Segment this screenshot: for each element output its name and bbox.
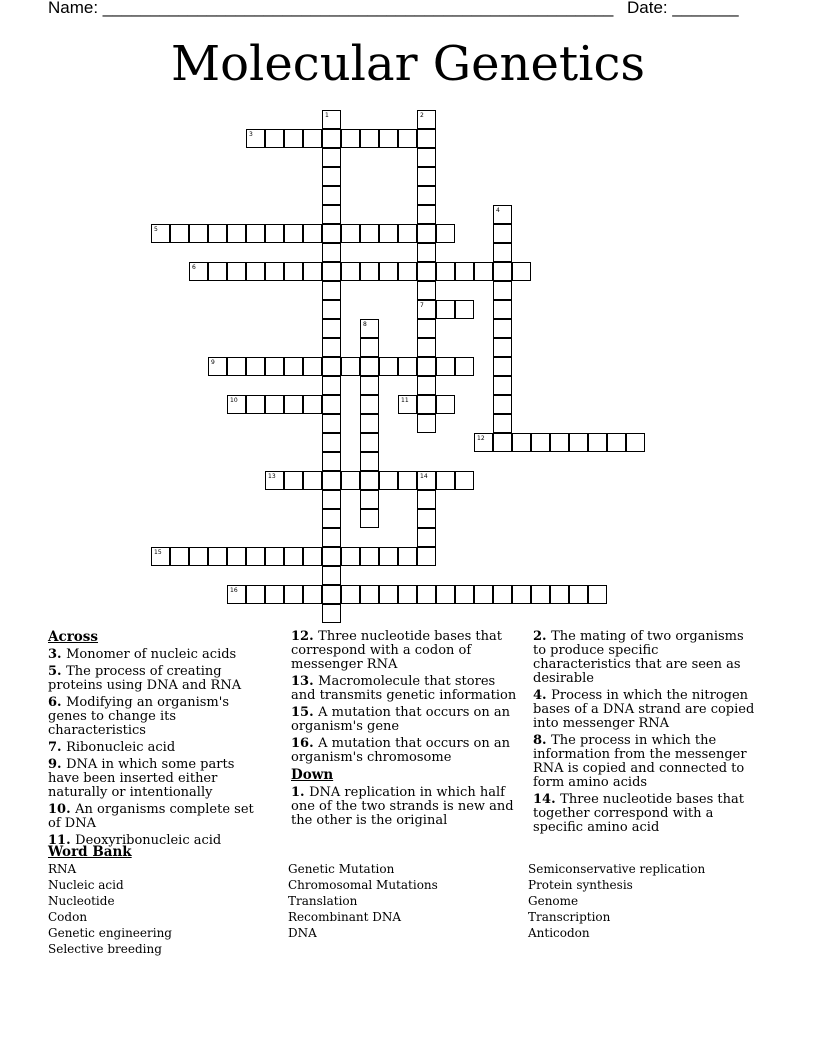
crossword-cell[interactable]: [398, 585, 417, 604]
down-clue-list-continued: [533, 630, 759, 835]
crossword-cell[interactable]: [265, 585, 284, 604]
crossword-cell[interactable]: [360, 547, 379, 566]
crossword-cell[interactable]: [436, 471, 455, 490]
crossword-cell[interactable]: [417, 376, 436, 395]
clue-item-text: Ribonucleic acid: [66, 740, 176, 755]
crossword-cell[interactable]: [569, 585, 588, 604]
word-bank-item: Genetic engineering: [48, 926, 172, 940]
crossword-cell[interactable]: [246, 224, 265, 243]
down-clue-list: [291, 786, 523, 828]
crossword-cell[interactable]: [265, 224, 284, 243]
crossword-cell[interactable]: [417, 148, 436, 167]
clue-item-number: 16.: [291, 736, 319, 751]
crossword-cell[interactable]: [303, 357, 322, 376]
crossword-cell[interactable]: [284, 357, 303, 376]
crossword-cell[interactable]: [322, 452, 341, 471]
clue-item-text: Three nucleotide bases that correspond with a codon of messenger RNA: [291, 629, 502, 672]
crossword-cell[interactable]: [436, 357, 455, 376]
crossword-cell[interactable]: [284, 262, 303, 281]
crossword-cell[interactable]: [360, 262, 379, 281]
crossword-cell[interactable]: [379, 262, 398, 281]
crossword-cell[interactable]: [322, 110, 341, 129]
crossword-cell[interactable]: [360, 357, 379, 376]
clue-number: 10: [230, 397, 238, 404]
crossword-cell[interactable]: [322, 528, 341, 547]
crossword-cell[interactable]: [417, 528, 436, 547]
crossword-cell[interactable]: [246, 547, 265, 566]
crossword-cell[interactable]: [398, 129, 417, 148]
clue-item: [48, 648, 268, 662]
crossword-cell[interactable]: [284, 224, 303, 243]
crossword-cell[interactable]: [227, 547, 246, 566]
crossword-cell[interactable]: [436, 395, 455, 414]
crossword-cell[interactable]: [189, 224, 208, 243]
clue-item: [291, 706, 523, 734]
crossword-cell[interactable]: [284, 471, 303, 490]
crossword-cell[interactable]: [189, 547, 208, 566]
word-bank-item: Recombinant DNA: [288, 910, 402, 924]
crossword-cell[interactable]: [474, 585, 493, 604]
crossword-cell[interactable]: [417, 262, 436, 281]
crossword-cell[interactable]: [436, 585, 455, 604]
clue-number: 9: [211, 359, 215, 366]
clues-middle-column: [291, 630, 523, 831]
clue-item: [291, 737, 523, 765]
crossword-cell[interactable]: [341, 585, 360, 604]
clue-item-number: 7.: [48, 740, 67, 755]
crossword-cell[interactable]: [360, 395, 379, 414]
crossword-cell[interactable]: [208, 224, 227, 243]
crossword-cell[interactable]: [455, 357, 474, 376]
crossword-cell[interactable]: [341, 357, 360, 376]
crossword-cell[interactable]: [493, 357, 512, 376]
crossword-cell[interactable]: [322, 585, 341, 604]
crossword-cell[interactable]: [588, 433, 607, 452]
crossword-cell[interactable]: [626, 433, 645, 452]
crossword-cell[interactable]: [303, 395, 322, 414]
crossword-cell[interactable]: [436, 224, 455, 243]
clue-item-number: 6.: [48, 695, 67, 710]
crossword-cell[interactable]: [417, 414, 436, 433]
crossword-cell[interactable]: [417, 224, 436, 243]
crossword-cell[interactable]: [455, 262, 474, 281]
clue-item-text: Monomer of nucleic acids: [66, 647, 237, 662]
clue-item-text: The mating of two organisms to produce specific characteristics that are seen as desirable: [533, 629, 744, 686]
crossword-cell[interactable]: [322, 167, 341, 186]
down-heading: Down: [291, 767, 334, 783]
clue-item-text: A mutation that occurs on an organism's chromosome: [291, 736, 511, 765]
crossword-cell[interactable]: [493, 243, 512, 262]
crossword-cell[interactable]: [284, 547, 303, 566]
crossword-cell[interactable]: [417, 243, 436, 262]
clue-number: 8: [363, 321, 367, 328]
crossword-cell[interactable]: [322, 186, 341, 205]
crossword-cell[interactable]: [493, 338, 512, 357]
crossword-cell[interactable]: [398, 395, 417, 414]
name-field-label[interactable]: Name: ______________________________________________________: [48, 0, 614, 17]
crossword-cell[interactable]: [417, 167, 436, 186]
crossword-cell[interactable]: [322, 319, 341, 338]
crossword-cell[interactable]: [360, 471, 379, 490]
crossword-cell[interactable]: [417, 395, 436, 414]
crossword-cell[interactable]: [322, 433, 341, 452]
crossword-cell[interactable]: [512, 262, 531, 281]
crossword-cell[interactable]: [208, 357, 227, 376]
crossword-cell[interactable]: [360, 376, 379, 395]
crossword-cell[interactable]: [569, 433, 588, 452]
crossword-cell[interactable]: [360, 585, 379, 604]
crossword-cell[interactable]: [170, 547, 189, 566]
crossword-cell[interactable]: [436, 300, 455, 319]
clue-item-text: Modifying an organism's genes to change its characteristics: [48, 695, 230, 738]
crossword-cell[interactable]: [455, 300, 474, 319]
crossword-cell[interactable]: [493, 414, 512, 433]
word-bank-item: Semiconservative replication: [528, 862, 706, 876]
word-bank-item: Chromosomal Mutations: [288, 878, 438, 892]
crossword-cell[interactable]: [322, 357, 341, 376]
clue-item: [48, 665, 268, 693]
crossword-cell[interactable]: [322, 224, 341, 243]
crossword-cell[interactable]: [246, 395, 265, 414]
crossword-cell[interactable]: [417, 186, 436, 205]
clue-number: 14: [420, 473, 428, 480]
crossword-cell[interactable]: [398, 262, 417, 281]
crossword-cell[interactable]: [322, 395, 341, 414]
crossword-cell[interactable]: [246, 262, 265, 281]
word-bank-item: Protein synthesis: [528, 878, 633, 892]
crossword-cell[interactable]: [284, 129, 303, 148]
crossword-cell[interactable]: [379, 129, 398, 148]
crossword-cell[interactable]: [284, 395, 303, 414]
crossword-cell[interactable]: [474, 262, 493, 281]
clue-item: [291, 630, 523, 672]
clue-item-number: 4.: [533, 688, 552, 703]
crossword-cell[interactable]: [322, 262, 341, 281]
crossword-cell[interactable]: [493, 433, 512, 452]
clue-item-number: 14.: [533, 792, 561, 807]
crossword-cell[interactable]: [322, 376, 341, 395]
word-bank-heading: Word Bank: [48, 844, 132, 860]
clue-item: [48, 803, 268, 831]
clue-number: 6: [192, 264, 196, 271]
crossword-cell[interactable]: [303, 224, 322, 243]
crossword-cell[interactable]: [322, 205, 341, 224]
crossword-cell[interactable]: [379, 224, 398, 243]
word-bank-item: Selective breeding: [48, 942, 162, 956]
crossword-cell[interactable]: [493, 585, 512, 604]
word-bank-column-1: [48, 861, 172, 957]
crossword-cell[interactable]: [322, 566, 341, 585]
crossword-cell[interactable]: [246, 585, 265, 604]
crossword-cell[interactable]: [265, 129, 284, 148]
crossword-cell[interactable]: [588, 585, 607, 604]
crossword-cell[interactable]: [531, 585, 550, 604]
across-heading: Across: [48, 629, 99, 645]
across-clue-list: [48, 648, 268, 848]
crossword-cell[interactable]: [512, 585, 531, 604]
clue-item-text: Three nucleotide bases that together correspond with a specific amino acid: [533, 792, 744, 835]
clue-item-number: 10.: [48, 802, 76, 817]
crossword-cell[interactable]: [360, 224, 379, 243]
crossword-cell[interactable]: [417, 585, 436, 604]
clue-number: 11: [401, 397, 409, 404]
clue-number: 4: [496, 207, 500, 214]
clue-number: 15: [154, 549, 162, 556]
crossword-cell[interactable]: [303, 129, 322, 148]
crossword-cell[interactable]: [379, 471, 398, 490]
crossword-cell[interactable]: [398, 547, 417, 566]
crossword-cell[interactable]: [360, 129, 379, 148]
clue-item: [533, 630, 759, 686]
word-bank-item: Anticodon: [528, 926, 590, 940]
crossword-cell[interactable]: [265, 547, 284, 566]
crossword-cell[interactable]: [227, 395, 246, 414]
clue-item: [533, 734, 759, 790]
crossword-cell[interactable]: [455, 585, 474, 604]
clue-item: [48, 741, 268, 755]
word-bank-item: Nucleotide: [48, 894, 115, 908]
crossword-cell[interactable]: [493, 205, 512, 224]
crossword-cell[interactable]: [227, 357, 246, 376]
crossword-cell[interactable]: [417, 338, 436, 357]
crossword-cell[interactable]: [531, 433, 550, 452]
date-field-label[interactable]: Date: _______: [627, 0, 739, 17]
clue-item-text: Macromolecule that stores and transmits genetic information: [291, 674, 517, 703]
crossword-cell[interactable]: [341, 224, 360, 243]
crossword-cell[interactable]: [246, 357, 265, 376]
crossword-cell[interactable]: [265, 471, 284, 490]
crossword-cell[interactable]: [322, 471, 341, 490]
crossword-cell[interactable]: [341, 262, 360, 281]
crossword-cell[interactable]: [265, 357, 284, 376]
crossword-cell[interactable]: [322, 129, 341, 148]
crossword-cell[interactable]: [493, 395, 512, 414]
across-clue-list-continued: [291, 630, 523, 765]
clue-item: [533, 689, 759, 731]
crossword-cell[interactable]: [360, 338, 379, 357]
clue-item-text: The process in which the information from the messenger RNA is copied and connected to form amino acids: [533, 733, 747, 790]
crossword-cell[interactable]: [227, 224, 246, 243]
clue-item-number: 3.: [48, 647, 67, 662]
crossword-cell[interactable]: [417, 110, 436, 129]
word-bank-item: Genome: [528, 894, 579, 908]
crossword-cell[interactable]: [322, 300, 341, 319]
clue-item-text: Process in which the nitrogen bases of a DNA strand are copied into messenger RNA: [533, 688, 755, 731]
word-bank-column-2: [288, 861, 438, 941]
crossword-cell[interactable]: [493, 300, 512, 319]
crossword-cell[interactable]: [360, 452, 379, 471]
crossword-cell[interactable]: [360, 319, 379, 338]
clue-item-number: 12.: [291, 629, 319, 644]
crossword-cell[interactable]: [189, 262, 208, 281]
crossword-cell[interactable]: [379, 547, 398, 566]
crossword-cell[interactable]: [493, 319, 512, 338]
crossword-cell[interactable]: [284, 585, 303, 604]
clue-item-text: DNA in which some parts have been inserted either naturally or intentionally: [48, 757, 235, 800]
crossword-cell[interactable]: [303, 262, 322, 281]
clue-item: [291, 675, 523, 703]
clue-item: [48, 758, 268, 800]
clue-item: [533, 793, 759, 835]
crossword-cell[interactable]: [417, 205, 436, 224]
crossword-cell[interactable]: [265, 395, 284, 414]
crossword-cell[interactable]: [398, 224, 417, 243]
header: [48, 0, 748, 20]
crossword-cell[interactable]: [227, 585, 246, 604]
crossword-cell[interactable]: [322, 490, 341, 509]
clue-item-number: 2.: [533, 629, 552, 644]
page-title: Molecular Genetics: [171, 36, 645, 92]
crossword-cell[interactable]: [322, 338, 341, 357]
crossword-cell[interactable]: [341, 471, 360, 490]
crossword-cell[interactable]: [417, 547, 436, 566]
crossword-cell[interactable]: [379, 585, 398, 604]
crossword-cell[interactable]: [417, 129, 436, 148]
clue-number: 2: [420, 112, 424, 119]
crossword-cell[interactable]: [474, 433, 493, 452]
crossword-cell[interactable]: [417, 300, 436, 319]
down-clues-column: [533, 630, 759, 838]
crossword-cell[interactable]: [455, 471, 474, 490]
word-bank-item: Nucleic acid: [48, 878, 124, 892]
crossword-cell[interactable]: [398, 357, 417, 376]
crossword-cell[interactable]: [246, 129, 265, 148]
clue-item-number: 8.: [533, 733, 552, 748]
crossword-cell[interactable]: [322, 509, 341, 528]
clue-item: [48, 696, 268, 738]
crossword-cell[interactable]: [379, 357, 398, 376]
crossword-cell[interactable]: [208, 262, 227, 281]
clue-item-number: 11.: [48, 833, 76, 848]
word-bank-item: DNA: [288, 926, 317, 940]
crossword-cell[interactable]: [341, 129, 360, 148]
clue-item-text: An organisms complete set of DNA: [48, 802, 254, 831]
crossword-cell[interactable]: [322, 547, 341, 566]
crossword-cell[interactable]: [303, 585, 322, 604]
crossword-cell[interactable]: [170, 224, 189, 243]
clue-number: 13: [268, 473, 276, 480]
clue-item-text: A mutation that occurs on an organism's gene: [291, 705, 511, 734]
crossword-cell[interactable]: [398, 471, 417, 490]
crossword-cell[interactable]: [493, 376, 512, 395]
clue-item-number: 9.: [48, 757, 67, 772]
across-clues-column: [48, 630, 268, 851]
crossword-cell[interactable]: [550, 433, 569, 452]
word-bank-item: RNA: [48, 862, 77, 876]
clue-number: 3: [249, 131, 253, 138]
crossword-cell[interactable]: [265, 262, 284, 281]
word-bank-item: Genetic Mutation: [288, 862, 395, 876]
crossword-cell[interactable]: [303, 471, 322, 490]
clue-number: 1: [325, 112, 329, 119]
crossword-cell[interactable]: [417, 357, 436, 376]
crossword-cell[interactable]: [417, 509, 436, 528]
clue-number: 12: [477, 435, 485, 442]
crossword-cell[interactable]: [607, 433, 626, 452]
word-bank-item: Codon: [48, 910, 88, 924]
crossword-cell[interactable]: [322, 243, 341, 262]
clue-item-number: 1.: [291, 785, 310, 800]
crossword-cell[interactable]: [417, 281, 436, 300]
crossword-cell[interactable]: [151, 547, 170, 566]
crossword-cell[interactable]: [493, 262, 512, 281]
crossword-cell[interactable]: [417, 319, 436, 338]
crossword-cell[interactable]: [151, 224, 170, 243]
crossword-cell[interactable]: [436, 262, 455, 281]
clue-item-number: 13.: [291, 674, 319, 689]
clue-item-text: Deoxyribonucleic acid: [75, 833, 222, 848]
crossword-cell[interactable]: [417, 471, 436, 490]
crossword-cell[interactable]: [360, 433, 379, 452]
clue-number: 7: [420, 302, 424, 309]
crossword-cell[interactable]: [303, 547, 322, 566]
crossword-cell[interactable]: [341, 547, 360, 566]
crossword-cell[interactable]: [227, 262, 246, 281]
clue-number: 5: [154, 226, 158, 233]
crossword-cell[interactable]: [322, 148, 341, 167]
clue-item-number: 15.: [291, 705, 319, 720]
crossword-cell[interactable]: [417, 490, 436, 509]
word-bank-column-3: [528, 861, 705, 941]
clue-item-text: DNA replication in which half one of the two strands is new and the other is the original: [291, 785, 514, 828]
word-bank-item: Transcription: [528, 910, 611, 924]
crossword-cell[interactable]: [322, 604, 341, 623]
crossword-cell[interactable]: [360, 490, 379, 509]
clue-item-number: 5.: [48, 664, 67, 679]
clue-item: [291, 786, 523, 828]
clue-number: 16: [230, 587, 238, 594]
clue-item-text: The process of creating proteins using DNA and RNA: [48, 664, 242, 693]
crossword-cell[interactable]: [322, 281, 341, 300]
word-bank-item: Translation: [288, 894, 358, 908]
crossword-cell[interactable]: [512, 433, 531, 452]
crossword-cell[interactable]: [360, 509, 379, 528]
crossword-cell[interactable]: [493, 281, 512, 300]
crossword-cell[interactable]: [208, 547, 227, 566]
crossword-cell[interactable]: [550, 585, 569, 604]
crossword-cell[interactable]: [493, 224, 512, 243]
crossword-cell[interactable]: [322, 414, 341, 433]
crossword-cell[interactable]: [360, 414, 379, 433]
